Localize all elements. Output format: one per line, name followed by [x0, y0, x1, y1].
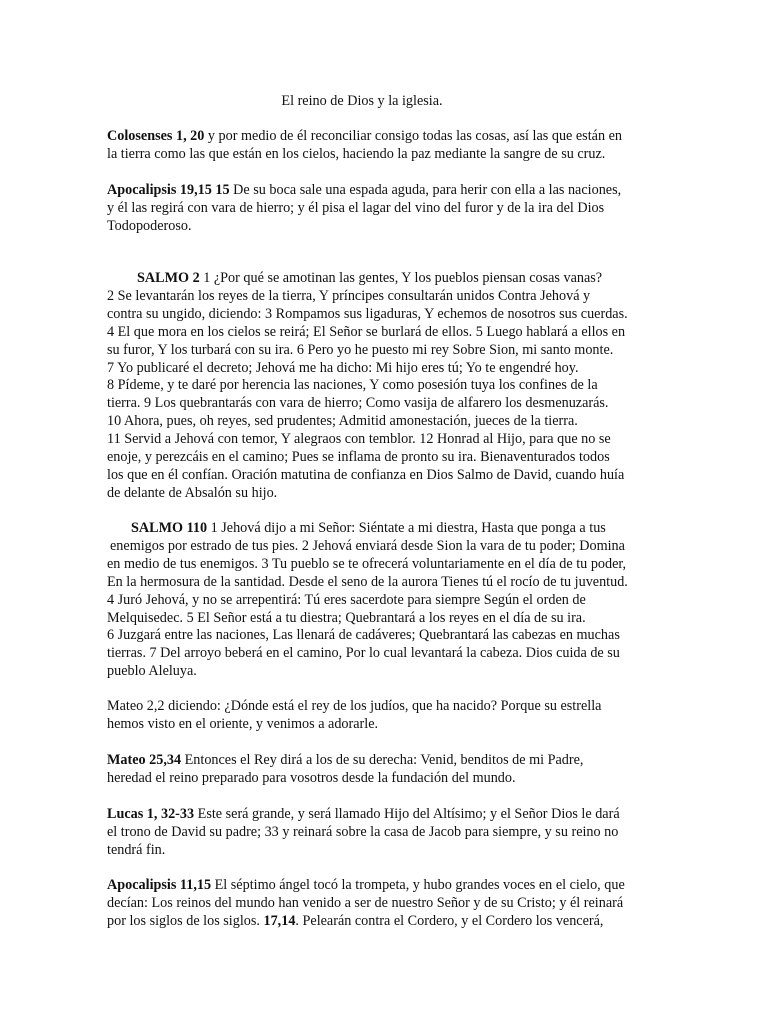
verse-reference: SALMO 2: [137, 270, 200, 286]
paragraph-line: 4 Juró Jehová, y no se arrepentirá: Tú eres sacerdote para siempre Según el orden de: [107, 591, 586, 608]
paragraph-line: en medio de tus enemigos. 3 Tu pueblo se te ofrecerá voluntariamente en el día de tu poder,: [107, 555, 627, 572]
paragraph-line: decían: Los reinos del mundo han venido a ser de nuestro Señor y de su Cristo; y él reinará: [107, 894, 624, 911]
paragraph-line: de delante de Absalón su hijo.: [107, 484, 278, 501]
paragraph-line: tendrá fin.: [107, 841, 166, 858]
verse-reference: SALMO 110: [131, 520, 208, 536]
paragraph-line: Lucas 1, 32-33 Este será grande, y será llamado Hijo del Altísimo; y el Señor Dios le dará: [107, 806, 620, 822]
verse-reference: Lucas 1, 32-33: [107, 806, 195, 822]
paragraph-line: Apocalipsis 11,15 El séptimo ángel tocó la trompeta, y hubo grandes voces en el cielo, que: [107, 877, 625, 893]
paragraph-line: contra su ungido, diciendo: 3 Rompamos sus ligaduras, Y echemos de nosotros sus cuerdas.: [107, 305, 628, 322]
paragraph-line: 6 Juzgará entre las naciones, Las llenará de cadáveres; Quebrantará las cabezas en muchas: [107, 627, 620, 644]
paragraph-line: Melquisedec. 5 El Señor está a tu diestra; Quebrantará a los reyes en el día de su ira.: [107, 609, 586, 626]
paragraph-line: por los siglos de los siglos. 17,14. Pelearán contra el Cordero, y el Cordero los vencerá,: [107, 912, 604, 929]
paragraph-line: 2 Se levantarán los reyes de la tierra, Y príncipes consultarán unidos Contra Jehová y: [107, 287, 591, 304]
apocalipsis-11-paragraph: [107, 877, 663, 931]
paragraph-line: tierra. 9 Los quebrantarás con vara de hierro; Como vasija de alfarero los desmenuzarás.: [107, 395, 609, 412]
paragraph-line: Mateo 25,34 Entonces el Rey dirá a los de su derecha: Venid, benditos de mi Padre,: [107, 752, 584, 768]
paragraph-line: y él las regirá con vara de hierro; y él pisa el lagar del vino del furor y de la ira del Dios: [107, 199, 605, 216]
paragraph-line: enoje, y perezcáis en el camino; Pues se inflama de pronto su ira. Bienaventurados todos: [107, 449, 610, 466]
verse-reference: Apocalipsis 11,15: [107, 877, 212, 893]
paragraph-line: hemos visto en el oriente, y venimos a adorarle.: [107, 715, 379, 732]
verse-reference: Apocalipsis 19,15 15: [107, 182, 230, 198]
paragraph-line: la tierra como las que están en los cielos, haciendo la paz mediante la sangre de su cruz.: [107, 145, 606, 162]
colosenses-paragraph: [107, 128, 663, 164]
paragraph-line: 7 Yo publicaré el decreto; Jehová me ha dicho: Mi hijo eres tú; Yo te engendré hoy.: [107, 359, 579, 376]
paragraph-line: SALMO 2 1 ¿Por qué se amotinan las gentes, Y los pueblos piensan cosas vanas?: [137, 270, 603, 286]
paragraph-line: el trono de David su padre; 33 y reinará sobre la casa de Jacob para siempre, y su reino no: [107, 823, 619, 840]
paragraph-line: 4 El que mora en los cielos se reirá; El Señor se burlará de ellos. 5 Luego hablará a ellos en: [107, 323, 626, 340]
paragraph-line: 10 Ahora, pues, oh reyes, sed prudentes; Admitid amonestación, jueces de la tierra.: [107, 413, 578, 430]
paragraph-line: pueblo Aleluya.: [107, 663, 197, 680]
salmo-2-paragraph: [107, 270, 663, 503]
paragraph-line: heredad el reino preparado para vosotros desde la fundación del mundo.: [107, 769, 516, 786]
paragraph-line: Mateo 2,2 diciendo: ¿Dónde está el rey de los judíos, que ha nacido? Porque su estrella: [107, 698, 602, 714]
salmo-110-paragraph: [107, 520, 663, 681]
paragraph-line: tierras. 7 Del arroyo beberá en el camino, Por lo cual levantará la cabeza. Dios cuida de su: [107, 645, 620, 662]
verse-reference: Colosenses 1, 20: [107, 128, 205, 144]
mateo-2-paragraph: [107, 698, 663, 734]
paragraph-line: Colosenses 1, 20 y por medio de él reconciliar consigo todas las cosas, así las que están en: [107, 128, 622, 144]
mateo-25-paragraph: [107, 752, 663, 788]
paragraph-line: SALMO 110 1 Jehová dijo a mi Señor: Siéntate a mi diestra, Hasta que ponga a tus: [131, 520, 606, 536]
paragraph-line: enemigos por estrado de tus pies. 2 Jehová enviará desde Sion la vara de tu poder; Domina: [110, 537, 625, 554]
lucas-1-paragraph: [107, 806, 663, 860]
verse-reference: 17,14: [263, 912, 296, 929]
paragraph-line: Apocalipsis 19,15 15 De su boca sale una espada aguda, para herir con ella a las naciones,: [107, 182, 622, 198]
paragraph-line: En la hermosura de la santidad. Desde el seno de la aurora Tienes tú el rocío de tu juventud.: [107, 573, 628, 590]
paragraph-line: los que en él confían. Oración matutina de confianza en Dios Salmo de David, cuando huía: [107, 466, 625, 483]
paragraph-line: 11 Servid a Jehová con temor, Y alegraos con temblor. 12 Honrad al Hijo, para que no se: [107, 431, 611, 448]
document-title: El reino de Dios y la iglesia.: [281, 93, 443, 109]
verse-reference: Mateo 25,34: [107, 752, 182, 768]
paragraph-line: su furor, Y los turbará con su ira. 6 Pero yo he puesto mi rey Sobre Sion, mi santo monte.: [107, 341, 614, 358]
paragraph-line: 8 Pídeme, y te daré por herencia las naciones, Y como posesión tuya los confines de la: [107, 377, 598, 394]
paragraph-line: Todopoderoso.: [107, 217, 192, 234]
apocalipsis-19-paragraph: [107, 182, 663, 236]
